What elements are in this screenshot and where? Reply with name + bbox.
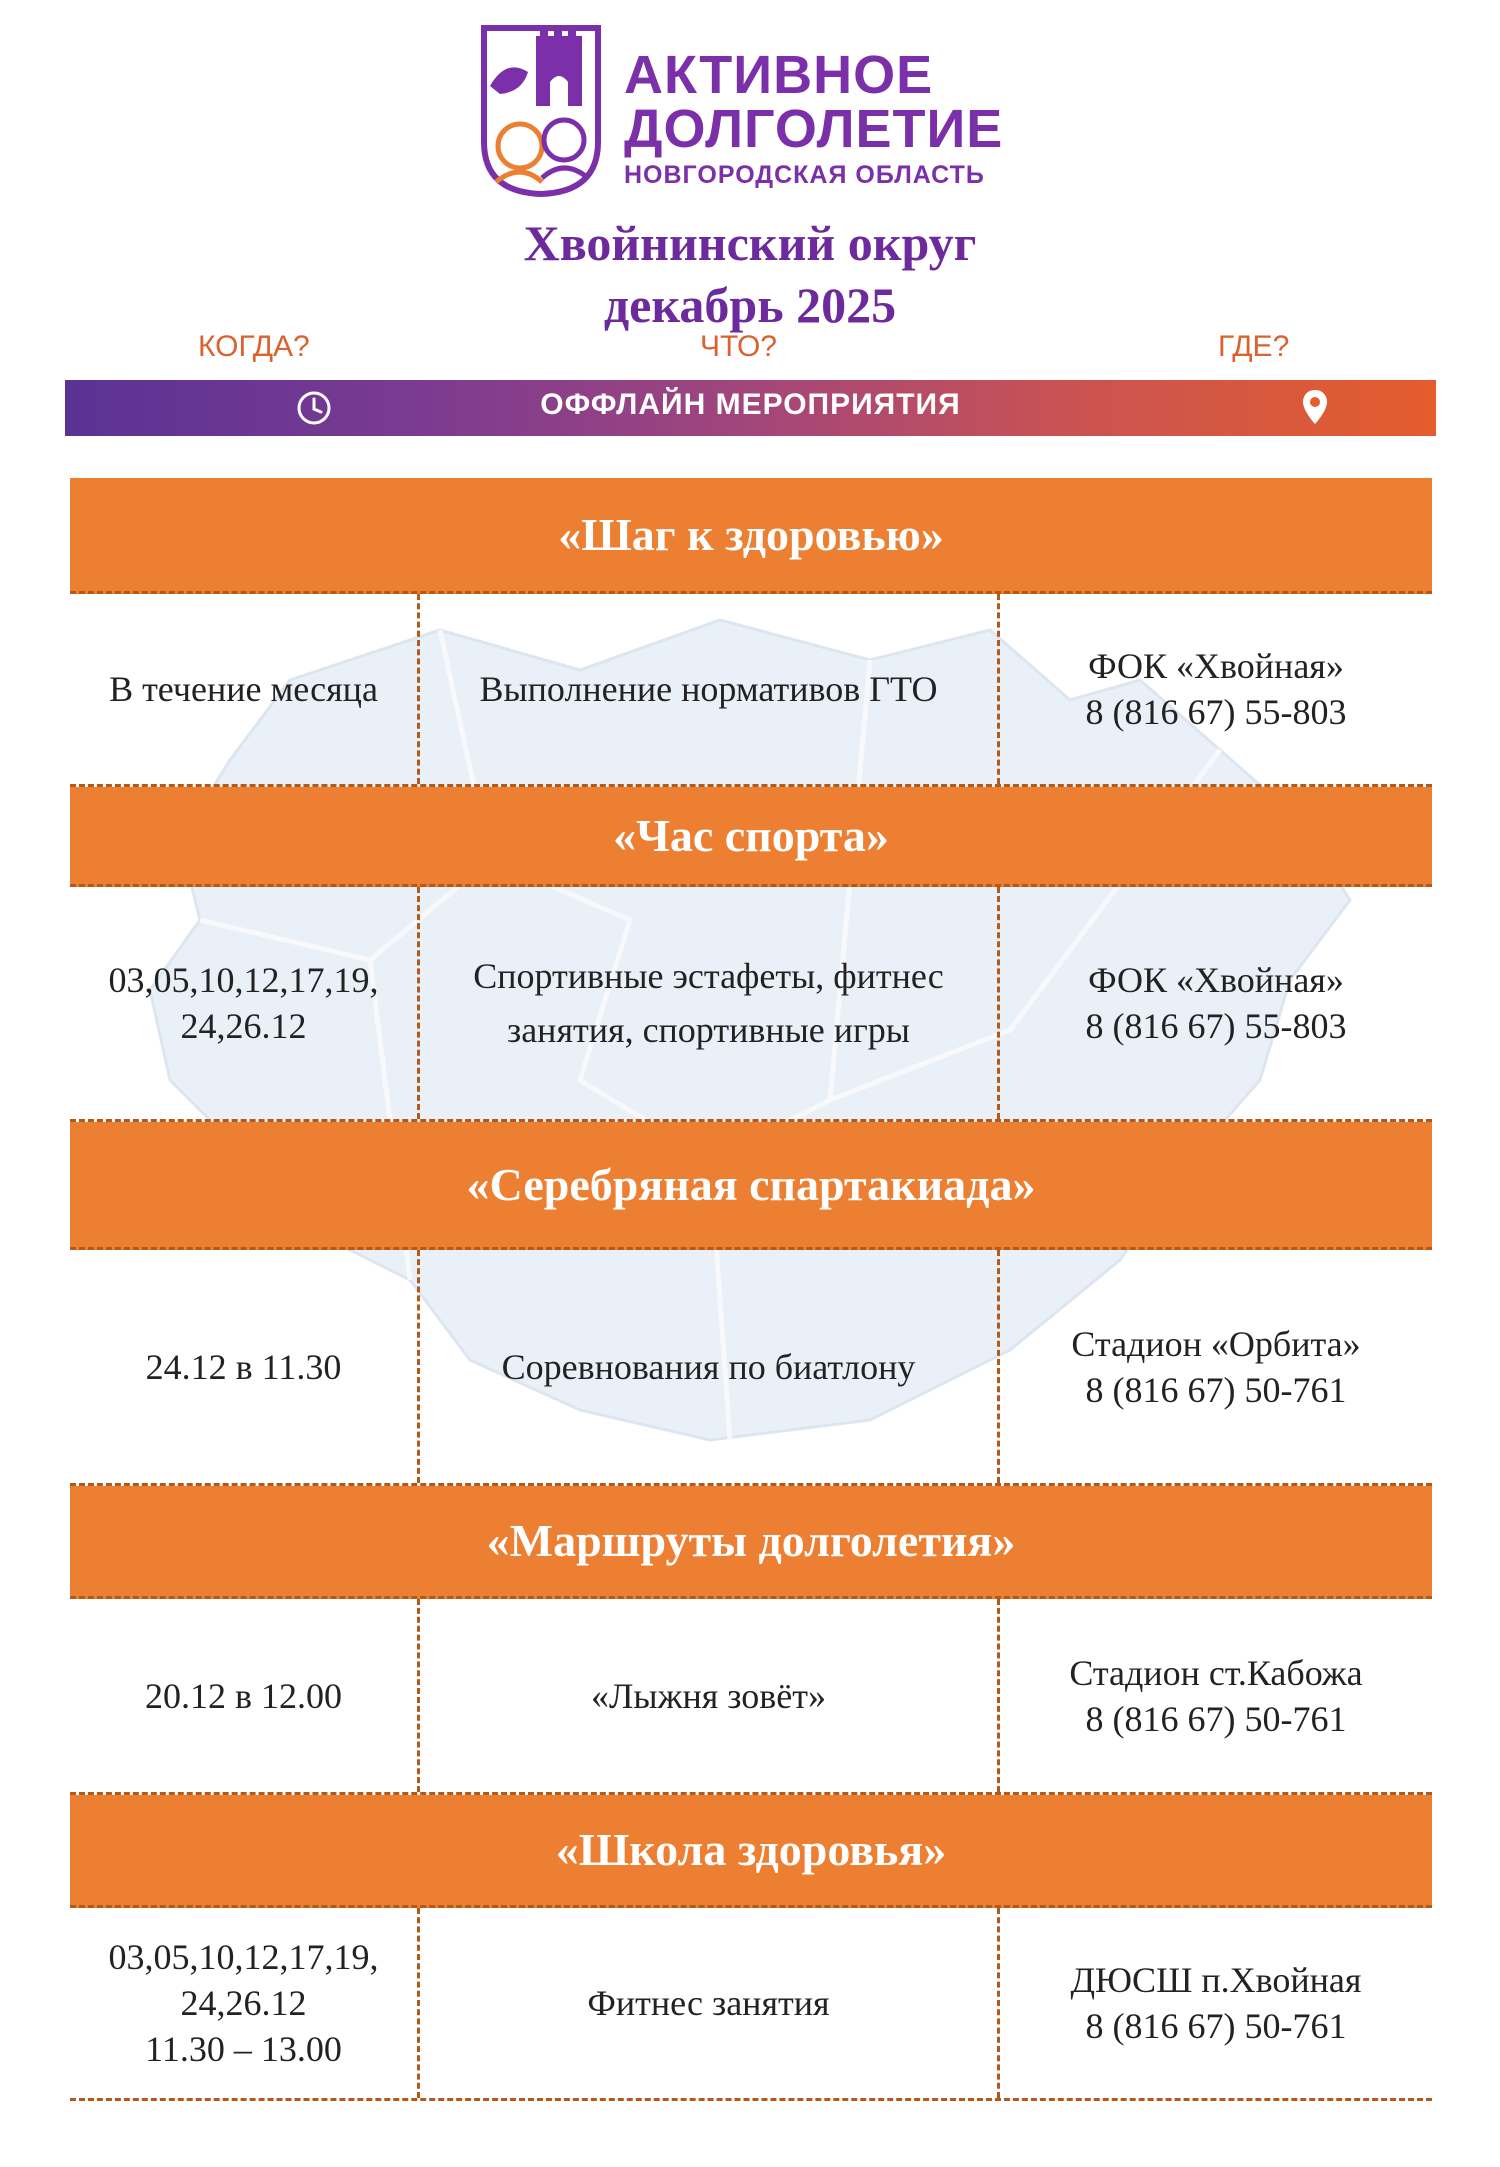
where-cell: Стадион «Орбита» 8 (816 67) 50-761	[1071, 1323, 1361, 1410]
where-cell: ФОК «Хвойная» 8 (816 67) 55-803	[1085, 960, 1347, 1046]
table-row	[70, 1250, 1432, 1486]
logo-title-line1: АКТИВНОЕ	[624, 45, 934, 105]
section-header: «Серебряная спартакиада»	[70, 1122, 1432, 1250]
section-header: «Шаг к здоровью»	[70, 478, 1432, 594]
month-title: декабрь 2025	[603, 277, 897, 333]
events-table	[70, 478, 1432, 2101]
table-row	[70, 887, 1432, 1122]
when-cell: В течение месяца	[70, 594, 420, 784]
when-cell: 24.12 в 11.30	[70, 1250, 420, 1483]
section-header: «Час спорта»	[70, 787, 1432, 887]
offline-events-band	[65, 380, 1436, 436]
table-row	[70, 1908, 1432, 2101]
where-cell: ДЮСШ п.Хвойная 8 (816 67) 50-761	[1070, 1960, 1362, 2046]
where-cell: Стадион ст.Кабожа 8 (816 67) 50-761	[1069, 1652, 1363, 1739]
section-header: «Маршруты долголетия»	[70, 1486, 1432, 1599]
district-title: Хвойнинский округ	[523, 215, 977, 271]
what-cell: Спортивные эстафеты, фитнес занятия, спортивные игры	[420, 887, 1000, 1119]
what-cell: «Лыжня зовёт»	[420, 1599, 1000, 1792]
where-cell: ФОК «Хвойная» 8 (816 67) 55-803	[1085, 646, 1347, 732]
when-label: КОГДА?	[198, 330, 310, 363]
what-label: ЧТО?	[700, 330, 777, 363]
active-longevity-logo	[476, 22, 1036, 200]
when-cell: 03,05,10,12,17,19, 24,26.12	[70, 887, 420, 1119]
what-cell: Выполнение нормативов ГТО	[420, 594, 1000, 784]
what-cell: Соревнования по биатлону	[420, 1250, 1000, 1483]
logo-title-line2: ДОЛГОЛЕТИЕ	[624, 99, 1004, 159]
where-label: ГДЕ?	[1218, 330, 1290, 363]
band-title: ОФФЛАЙН МЕРОПРИЯТИЯ	[540, 388, 961, 421]
section-header: «Школа здоровья»	[70, 1795, 1432, 1908]
logo-region: НОВГОРОДСКАЯ ОБЛАСТЬ	[624, 161, 985, 189]
table-row	[70, 1599, 1432, 1795]
when-cell: 20.12 в 12.00	[70, 1599, 420, 1792]
what-cell: Фитнес занятия	[420, 1908, 1000, 2098]
when-cell: 03,05,10,12,17,19, 24,26.12 11.30 – 13.00	[70, 1908, 420, 2098]
logo-emblem-icon	[476, 22, 606, 198]
table-row	[70, 594, 1432, 787]
location-pin-icon	[1301, 388, 1329, 426]
column-questions	[0, 330, 1500, 370]
